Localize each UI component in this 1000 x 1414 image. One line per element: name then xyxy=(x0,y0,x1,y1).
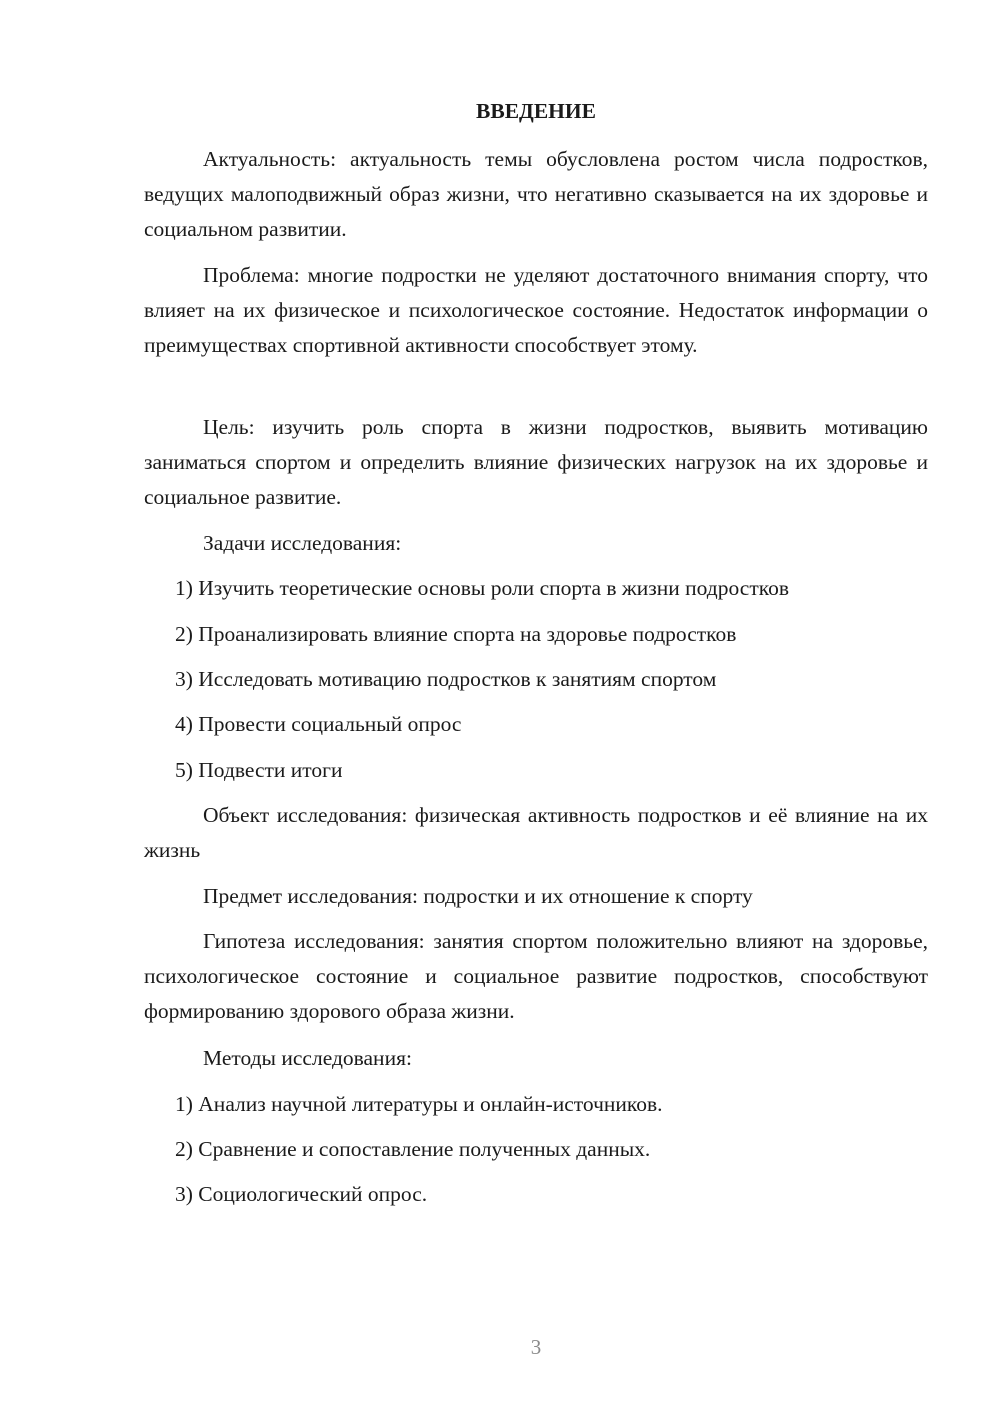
task-item: 5) Подвести итоги xyxy=(175,758,343,782)
method-item: 1) Анализ научной литературы и онлайн-источников. xyxy=(175,1092,663,1116)
hypothesis-paragraph: Гипотеза исследования: занятия спортом положительно влияют на здоровье, психологическое состояние и социальное развитие подростков, способствуют формированию здорового образа жизни. xyxy=(144,929,928,1023)
research-subject-paragraph: Предмет исследования: подростки и их отношение к спорту xyxy=(203,884,753,908)
tasks-title: Задачи исследования: xyxy=(203,531,402,555)
task-item: 2) Проанализировать влияние спорта на здоровье подростков xyxy=(175,622,737,646)
task-item: 3) Исследовать мотивацию подростков к занятиям спортом xyxy=(175,667,717,691)
page-heading: ВВЕДЕНИЕ xyxy=(476,99,596,123)
relevance-paragraph: Актуальность: актуальность темы обусловлена ростом числа подростков, ведущих малоподвижный образ жизни, что негативно сказывается на их здоровье и социальном развитии. xyxy=(144,147,928,241)
task-item: 1) Изучить теоретические основы роли спорта в жизни подростков xyxy=(175,576,789,600)
research-object-paragraph: Объект исследования: физическая активность подростков и её влияние на их жизнь xyxy=(144,803,928,862)
page-number: 3 xyxy=(530,1335,542,1359)
task-item: 4) Провести социальный опрос xyxy=(175,712,462,736)
method-item: 3) Социологический опрос. xyxy=(175,1182,428,1206)
problem-paragraph: Проблема: многие подростки не уделяют достаточного внимания спорту, что влияет на их физическое и психологическое состояние. Недостаток информации о преимуществах спортивной активности способствует этому. xyxy=(144,263,928,357)
methods-title: Методы исследования: xyxy=(203,1046,412,1070)
goal-paragraph: Цель: изучить роль спорта в жизни подростков, выявить мотивацию заниматься спортом и определить влияние физических нагрузок на их здоровье и социальное развитие. xyxy=(144,415,928,509)
method-item: 2) Сравнение и сопоставление полученных данных. xyxy=(175,1137,651,1161)
